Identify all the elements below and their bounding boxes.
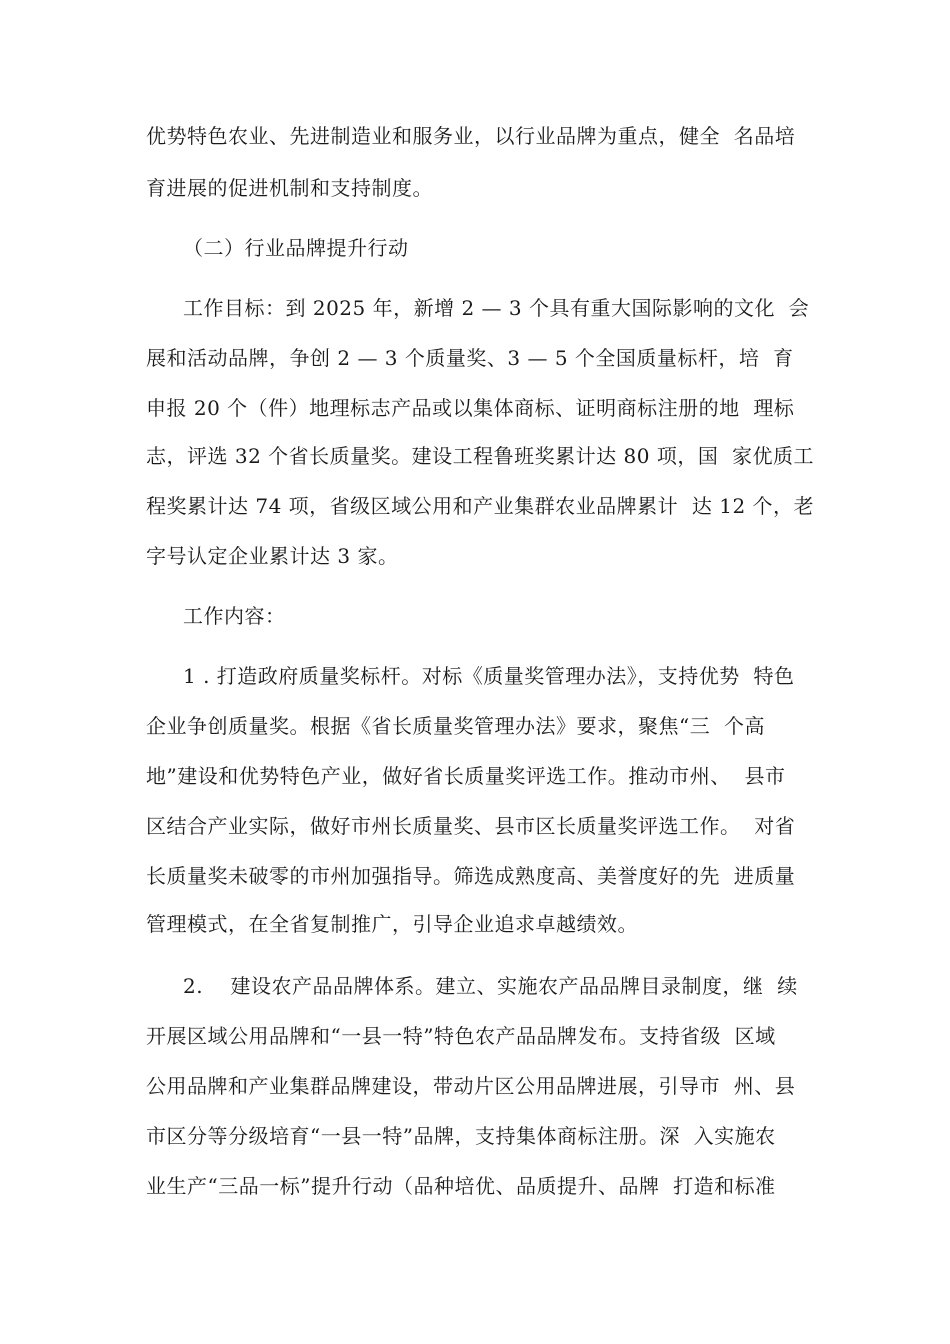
text-line: 业生产“三品一标”提升行动（品种培优、品质提升、品牌 打造和标准 [146,1174,776,1198]
text-line: 市区分等分级培育“一县一特”品牌，支持集体商标注册。深 入实施农 [146,1124,776,1148]
text-line: 公用品牌和产业集群品牌建设，带动片区公用品牌进展，引导市 州、县 [146,1074,796,1098]
text-line: 展和活动品牌，争创 2 — 3 个质量奖、3 — 5 个全国质量标杆，培 育 [146,346,794,370]
text-line: 工作目标：到 2025 年，新增 2 — 3 个具有重大国际影响的文化 会 [183,296,810,320]
text-line: 企业争创质量奖。根据《省长质量奖管理办法》要求，聚焦“三 个高 [146,714,765,738]
text-line: 区结合产业实际，做好市州长质量奖、县市区长质量奖评选工作。 对省 [146,814,796,838]
text-line: 长质量奖未破零的市州加强指导。筛选成熟度高、美誉度好的先 进质量 [146,864,796,888]
text-line: 1 . 打造政府质量奖标杆。对标《质量奖管理办法》，支持优势 特色 [183,664,795,688]
text-line: 优势特色农业、先进制造业和服务业，以行业品牌为重点，健全 名品培 [146,124,796,148]
text-line: 管理模式，在全省复制推广，引导企业追求卓越绩效。 [146,912,638,936]
subheading: 工作内容： [183,604,286,628]
text-line: 2. 建设农产品品牌体系。建立、实施农产品品牌目录制度，继 续 [183,974,798,998]
section-heading: （二）行业品牌提升行动 [183,236,409,260]
text-line: 开展区域公用品牌和“一县一特”特色农产品品牌发布。支持省级 区域 [146,1024,776,1048]
text-line: 申报 20 个（件）地理标志产品或以集体商标、证明商标注册的地 理标 [146,396,795,420]
text-line: 志，评选 32 个省长质量奖。建设工程鲁班奖累计达 80 项，国 家优质工 [146,444,815,468]
text-line: 字号认定企业累计达 3 家。 [146,544,399,568]
text-line: 地”建设和优势特色产业，做好省长质量奖评选工作。推动市州、 县市 [146,764,786,788]
text-line: 育进展的促进机制和支持制度。 [146,176,433,200]
text-line: 程奖累计达 74 项，省级区域公用和产业集群农业品牌累计 达 12 个，老 [146,494,815,518]
